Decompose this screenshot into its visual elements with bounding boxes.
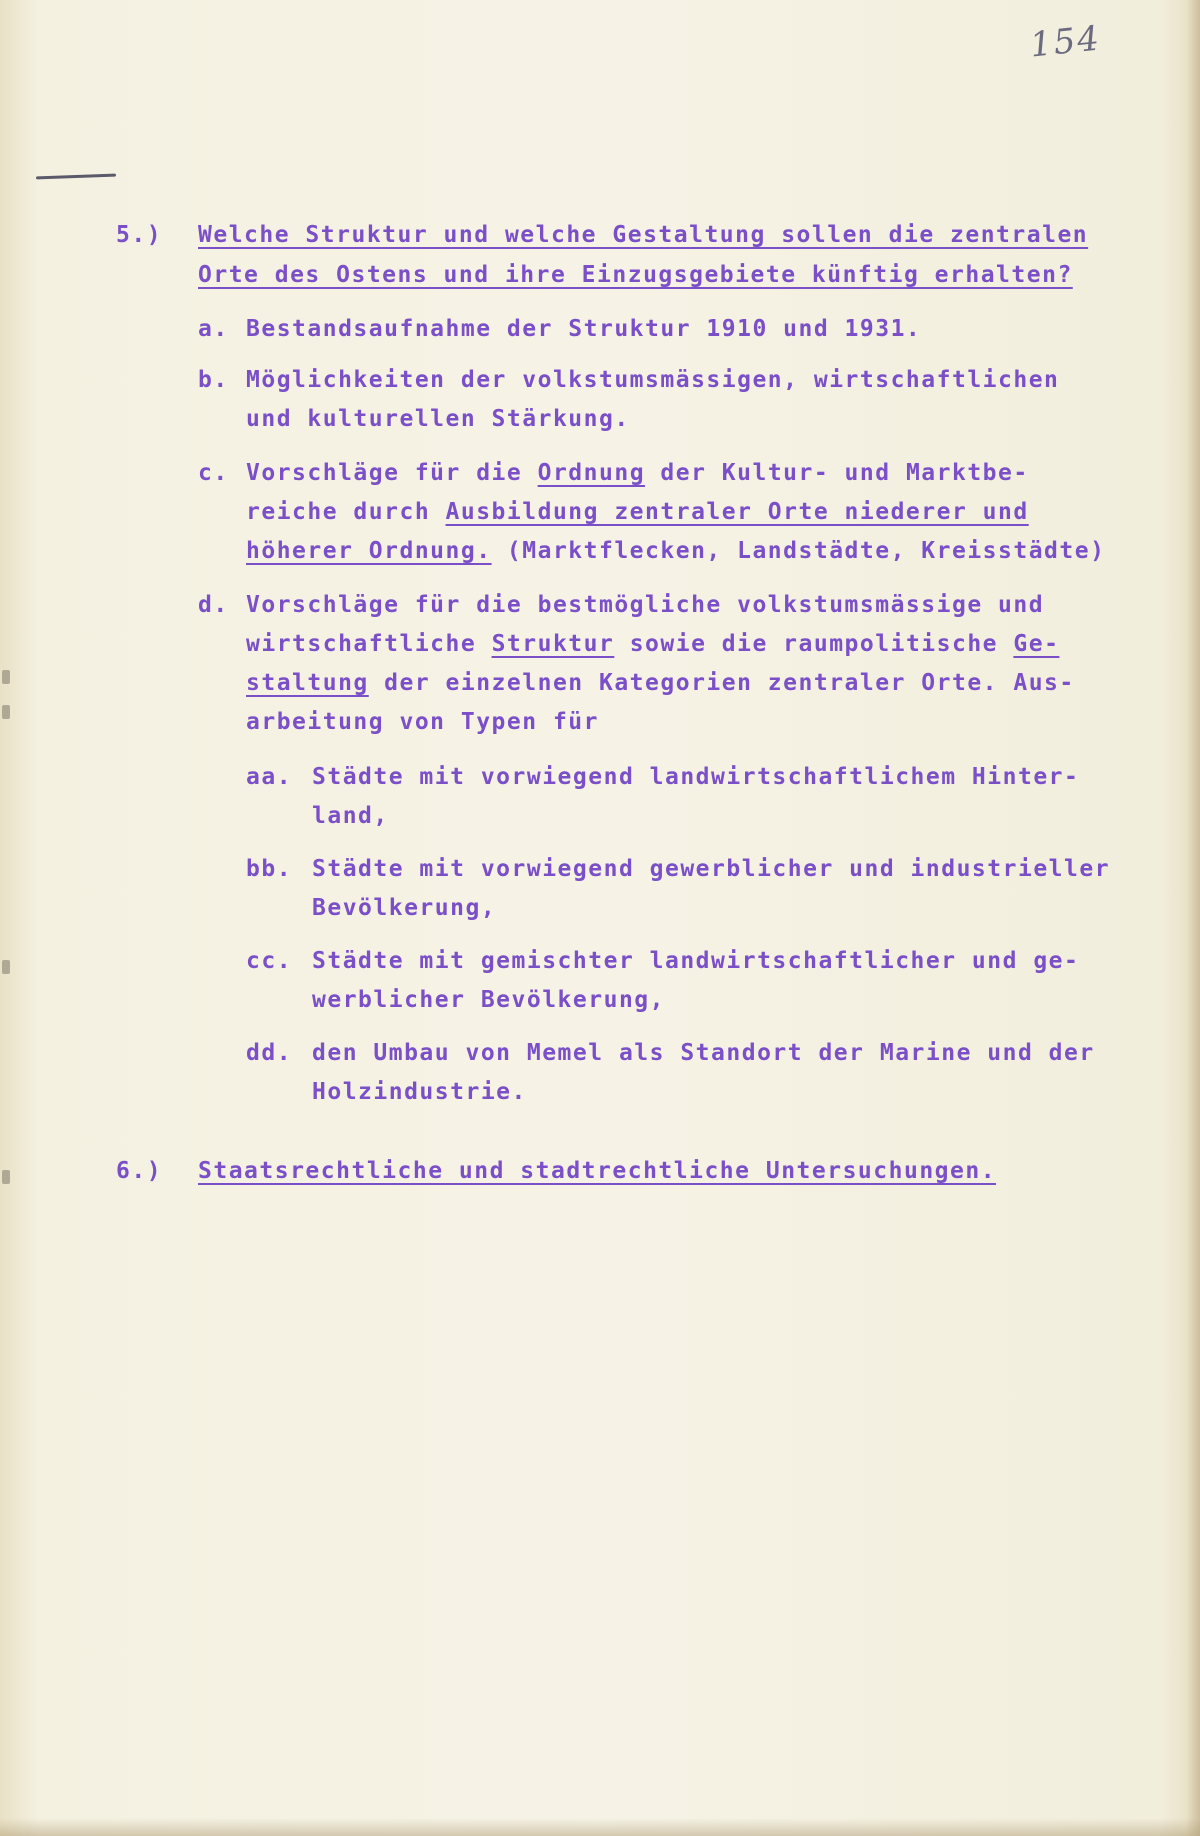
item-b-line-2: und kulturellen Stärkung. [246,406,630,432]
item-a-label: a. [198,316,229,342]
item-a-text: Bestandsaufnahme der Struktur 1910 und 1931. [246,316,922,342]
item-cc-line-1: Städte mit gemischter landwirtschaftlicher und ge- [312,948,1080,974]
bleed-through-text [210,1420,218,1450]
page-number: 154 [1028,18,1103,66]
punch-hole-mark [2,1170,10,1184]
item-c-underlined-ordnung-2: höherer Ordnung. [246,538,492,564]
item-bb-line-1: Städte mit vorwiegend gewerblicher und industrieller [312,856,1111,882]
item-bb-line-2: Bevölkerung, [312,895,497,921]
item-c-line-2-text: reiche durch [246,499,446,525]
item-cc-label: cc. [246,948,293,974]
item-c-line-2 [246,499,1029,525]
item-c-line-1 [246,460,1029,486]
paper-edge-bottom [0,1818,1200,1836]
item-d-underlined-staltung: staltung [246,670,369,696]
section-5-heading-line-1: Welche Struktur und welche Gestaltung sollen die zentralen [198,222,1089,248]
item-b-line-1: Möglichkeiten der volkstumsmässigen, wirtschaftlichen [246,367,1060,393]
margin-dash [36,174,116,180]
item-c-line-3-rest: (Marktflecken, Landstädte, Kreisstädte) [491,538,1106,564]
item-bb-label: bb. [246,856,293,882]
item-d-line-2-mid: sowie die raumpolitische [614,631,1014,657]
section-6-number: 6.) [116,1158,163,1184]
item-d-underlined-ge: Ge- [1013,631,1060,657]
item-d-line-1: Vorschläge für die bestmögliche volkstumsmässige und [246,592,1045,618]
item-d-line-4: arbeitung von Typen für [246,709,599,735]
item-c-line-3 [246,538,1105,564]
section-6-heading: Staatsrechtliche und stadtrechtliche Untersuchungen. [198,1158,997,1184]
item-cc-line-2: werblicher Bevölkerung, [312,987,665,1013]
item-dd-label: dd. [246,1040,293,1066]
item-b-label: b. [198,367,229,393]
item-c-underlined-ordnung: Ordnung [537,460,646,486]
item-c-label: c. [198,460,229,486]
punch-hole-mark [2,705,10,719]
punch-hole-mark [2,670,10,684]
item-d-line-3-rest: der einzelnen Kategorien zentraler Orte. Aus- [368,670,1075,696]
item-aa-line-1: Städte mit vorwiegend landwirtschaftlichem Hinter- [312,764,1080,790]
section-5-number: 5.) [116,222,163,248]
item-c-line-1-text: Vorschläge für die [246,460,538,486]
item-d-line-3 [246,670,1075,696]
item-aa-label: aa. [246,764,293,790]
item-aa-line-2: land, [312,803,389,829]
item-d-line-2 [246,631,1059,657]
item-d-line-2-text: wirtschaftliche [246,631,492,657]
item-c-underlined-ausbildung: Ausbildung zentraler Orte niederer und [445,499,1029,525]
item-dd-line-1: den Umbau von Memel als Standort der Marine und der [312,1040,1095,1066]
paper-edge-right [1186,0,1200,1836]
item-dd-line-2: Holzindustrie. [312,1079,527,1105]
section-5-heading-line-2: Orte des Ostens und ihre Einzugsgebiete künftig erhalten? [198,262,1073,288]
item-d-underlined-struktur: Struktur [491,631,615,657]
punch-hole-mark [2,960,10,974]
item-d-label: d. [198,592,229,618]
item-c-line-1-rest: der Kultur- und Marktbe- [645,460,1029,486]
